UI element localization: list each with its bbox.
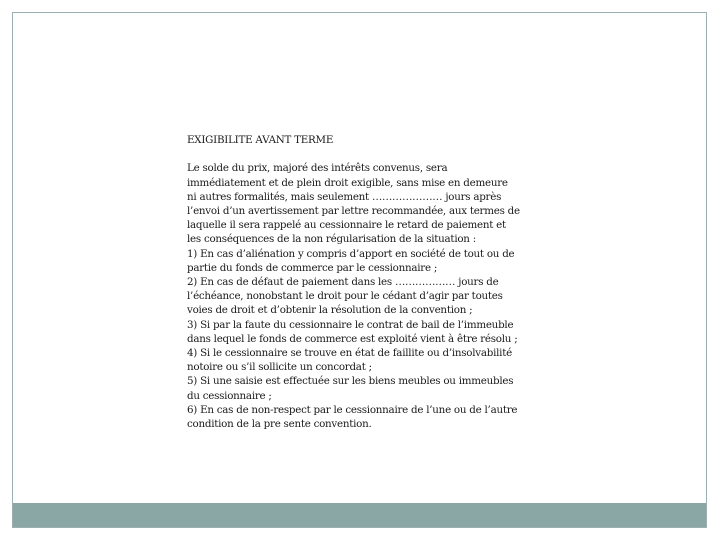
- text-line: ni autres formalités, mais seulement ………………… jours après: [187, 190, 502, 203]
- text-line: immédiatement et de plein droit exigible, sans mise en demeure: [187, 176, 508, 189]
- text-line: les conséquences de la non régularisation de la situation :: [187, 233, 476, 246]
- text-line: condition de la pre sente convention.: [187, 418, 372, 431]
- text-line: Le solde du prix, majoré des intérêts convenus, sera: [187, 162, 448, 175]
- document-heading: EXIGIBILITE AVANT TERME: [187, 134, 334, 146]
- text-line: 4) Si le cessionnaire se trouve en état de faillite ou d’insolvabilité: [187, 347, 512, 360]
- text-line: dans lequel le fonds de commerce est exploité vient à être résolu ;: [187, 332, 518, 345]
- text-line: partie du fonds de commerce par le cessionnaire ;: [187, 261, 438, 274]
- slide-frame: [12, 12, 707, 528]
- footer-band: [13, 503, 706, 527]
- text-line: notoire ou s’il sollicite un concordat ;: [187, 361, 372, 374]
- heading-spacer: [187, 147, 547, 161]
- text-line: 2) En cas de défaut de paiement dans les ……………… jours de: [187, 276, 499, 289]
- text-line: 3) Si par la faute du cessionnaire le contrat de bail de l’immeuble: [187, 318, 514, 331]
- text-line: 6) En cas de non-respect par le cessionnaire de l’une ou de l’autre: [187, 403, 518, 416]
- text-line: l’échéance, nonobstant le droit pour le cédant d’agir par toutes: [187, 290, 503, 303]
- text-line: laquelle il sera rappelé au cessionnaire le retard de paiement et: [187, 219, 506, 232]
- text-line: 5) Si une saisie est effectuée sur les biens meubles ou immeubles: [187, 375, 514, 388]
- text-line: voies de droit et d’obtenir la résolution de la convention ;: [187, 304, 473, 317]
- text-line: 1) En cas d’aliénation y compris d’apport en société de tout ou de: [187, 247, 515, 260]
- text-line: du cessionnaire ;: [187, 389, 272, 402]
- text-line: l’envoi d’un avertissement par lettre recommandée, aux termes de: [187, 205, 520, 217]
- document-text-block: [187, 133, 547, 431]
